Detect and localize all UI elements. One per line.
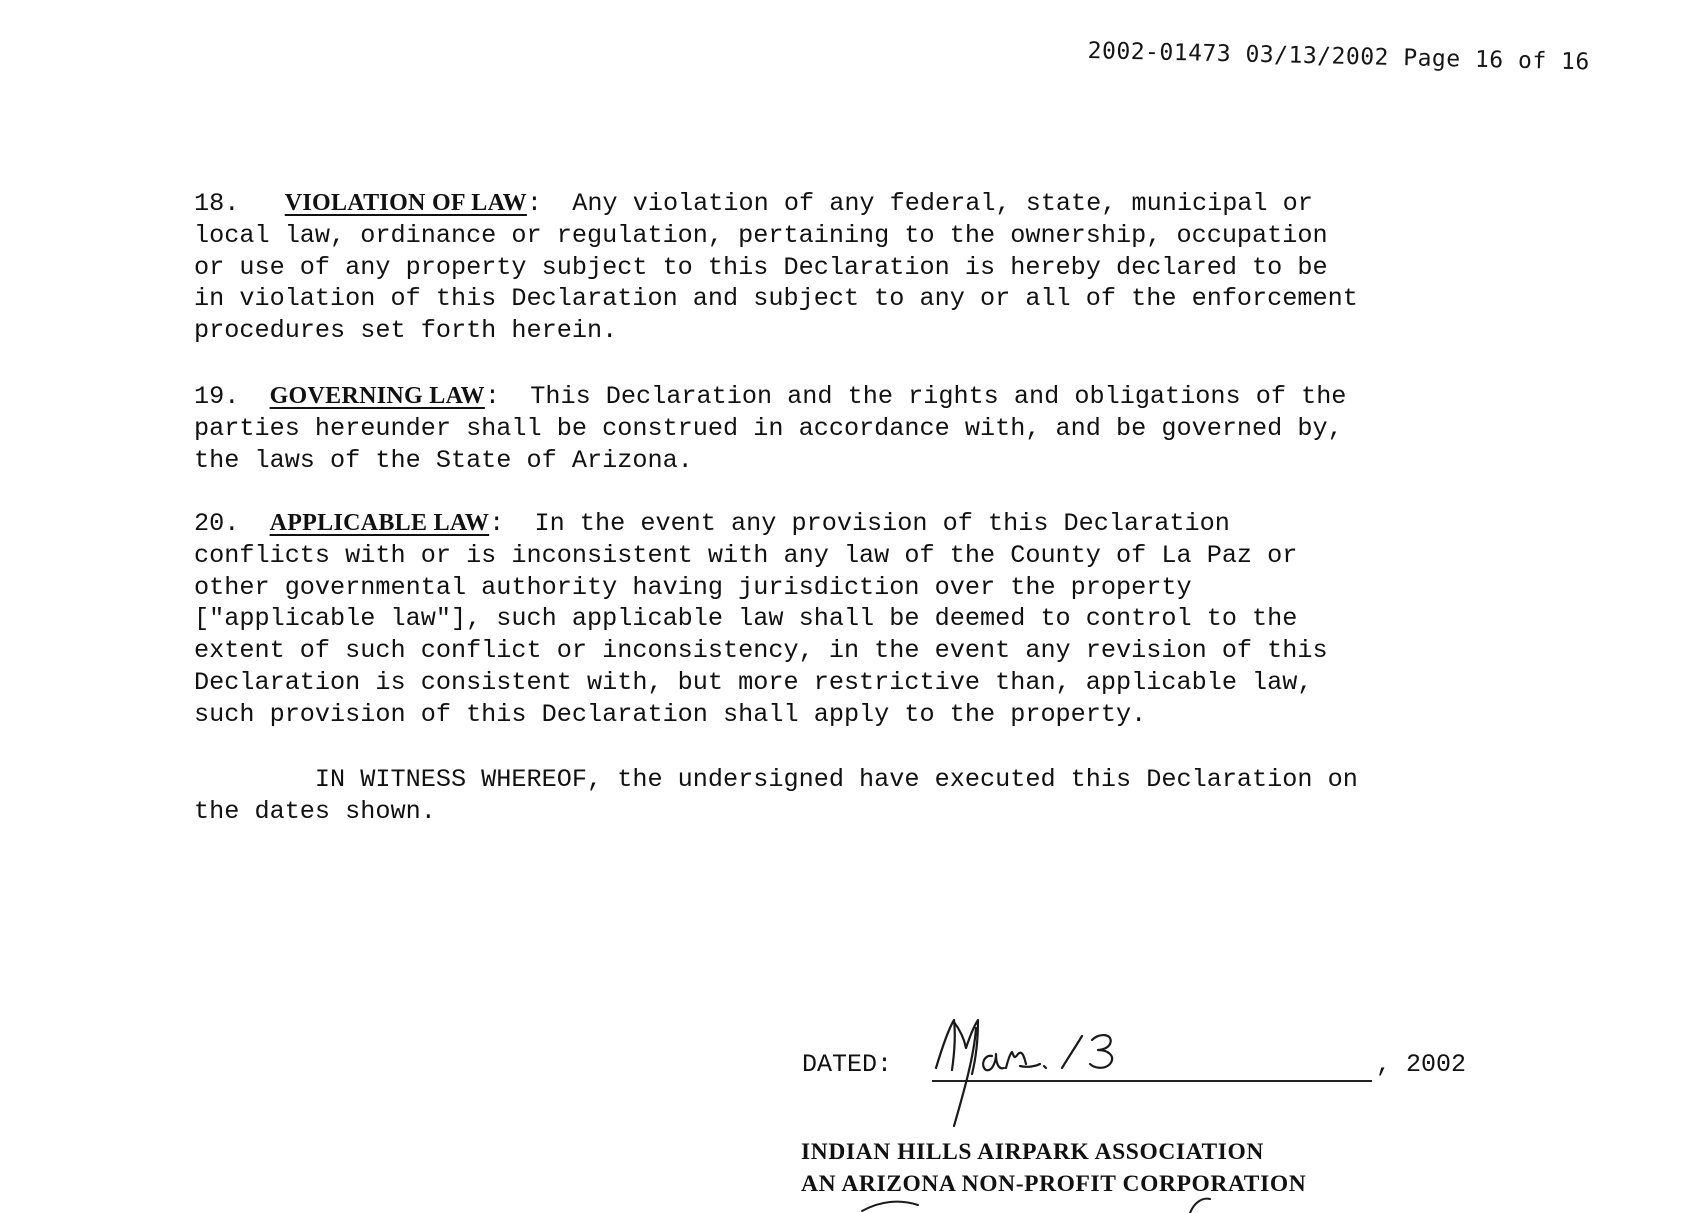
section-line: procedures set forth herein. bbox=[194, 316, 618, 346]
handwritten-date-ink bbox=[932, 1008, 1172, 1133]
signature-ink-fragment bbox=[860, 1195, 1260, 1213]
organization-name: INDIAN HILLS AIRPARK ASSOCIATION bbox=[801, 1139, 1264, 1165]
organization-type: AN ARIZONA NON-PROFIT CORPORATION bbox=[801, 1171, 1307, 1197]
dated-label: DATED: bbox=[802, 1050, 893, 1079]
witness-clause bbox=[194, 764, 1514, 828]
section-line: Any violation of any federal, state, municipal or bbox=[572, 189, 1313, 218]
section-number: 20. bbox=[194, 509, 240, 538]
section-heading: APPLICABLE LAW bbox=[269, 510, 490, 536]
section-number: 18. bbox=[194, 189, 240, 218]
date-year: , 2002 bbox=[1376, 1050, 1467, 1079]
section-line: or use of any property subject to this Declaration is hereby declared to be bbox=[194, 252, 1328, 282]
section-line: the laws of the State of Arizona. bbox=[194, 445, 693, 475]
section-heading: VIOLATION OF LAW bbox=[284, 190, 527, 216]
section-line: parties hereunder shall be construed in accordance with, and be governed by, bbox=[194, 413, 1343, 443]
witness-line: IN WITNESS WHEREOF, the undersigned have executed this Declaration on bbox=[314, 765, 1358, 794]
section-18: 18. VIOLATION OF LAW: Any violation of any federal, state, municipal or local law, ordinance or regulation, pertaining to the ownership, occupation or use of any property subject to this Declaration is hereby declared to be in violation of this Declaration and subject to any or all of the enforcement procedures set forth herein. bbox=[194, 189, 1358, 346]
section-19: 19. GOVERNING LAW: This Declaration and the rights and obligations of the parties hereunder shall be construed in accordance with, and be governed by, the laws of the State of Arizona. bbox=[194, 382, 1347, 475]
section-line: ["applicable law"], such applicable law shall be deemed to control to the bbox=[194, 604, 1298, 634]
section-line: extent of such conflict or inconsistency, in the event any revision of this bbox=[194, 636, 1328, 666]
section-line: Declaration is consistent with, but more restrictive than, applicable law, bbox=[194, 667, 1313, 697]
section-line: such provision of this Declaration shall apply to the property. bbox=[194, 699, 1147, 729]
section-line: This Declaration and the rights and obligations of the bbox=[530, 382, 1347, 411]
section-heading: GOVERNING LAW bbox=[269, 383, 485, 409]
recording-stamp: 2002-01473 03/13/2002 Page 16 of 16 bbox=[1087, 38, 1591, 76]
witness-line: the dates shown. bbox=[194, 796, 436, 826]
section-line: conflicts with or is inconsistent with any law of the County of La Paz or bbox=[194, 540, 1298, 570]
handwritten-date bbox=[936, 1018, 1236, 1113]
section-line: in violation of this Declaration and subject to any or all of the enforcement bbox=[194, 284, 1358, 314]
section-20: 20. APPLICABLE LAW: In the event any provision of this Declaration conflicts with or is inconsistent with any law of the County of La Paz or other governmental authority having jurisdiction over the property ["applicable law"], such applicable law shall be deemed to control to the extent of such conflict or inconsistency, in the event any revision of this Declaration is consistent with, but more restrictive than, applicable law, such provision of this Declaration shall apply to the property. bbox=[194, 509, 1328, 729]
section-line: other governmental authority having jurisdiction over the property bbox=[194, 572, 1192, 602]
section-number: 19. bbox=[194, 382, 240, 411]
section-line: In the event any provision of this Declaration bbox=[534, 509, 1230, 538]
organization-block bbox=[801, 1136, 1306, 1200]
section-line: local law, ordinance or regulation, pertaining to the ownership, occupation bbox=[194, 220, 1328, 250]
